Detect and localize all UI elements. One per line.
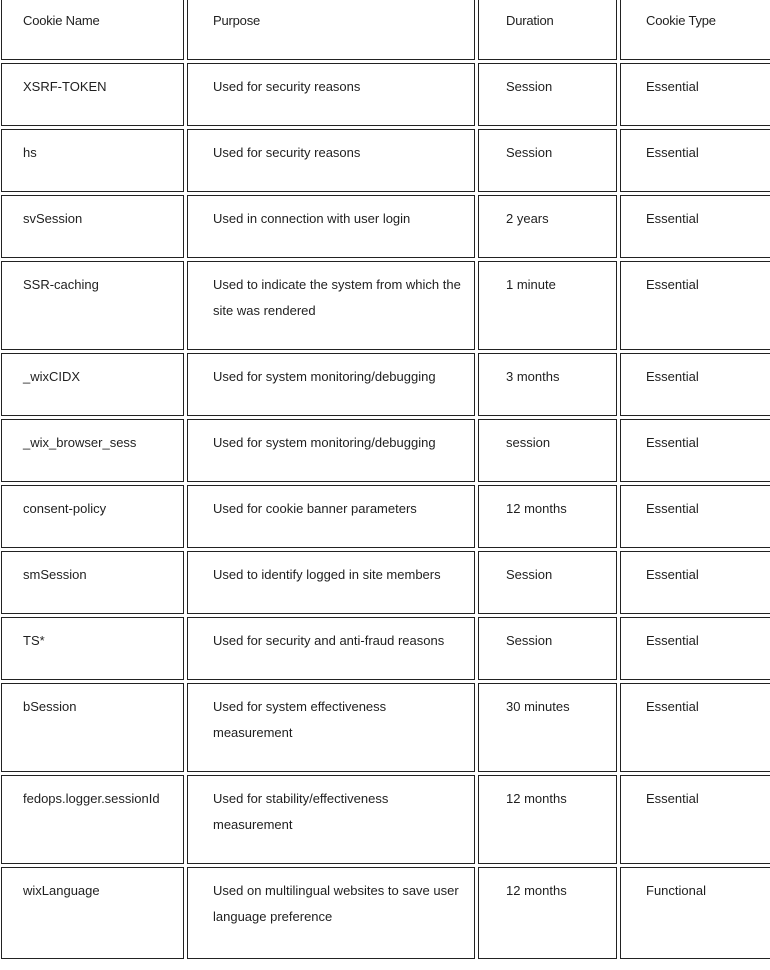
cookie-type-cell: Essential (620, 485, 770, 548)
cookie-name-cell: bSession (1, 683, 184, 772)
cookie-type-cell: Essential (620, 129, 770, 192)
header-purpose: Purpose (187, 0, 475, 60)
purpose-cell: Used to identify logged in site members (187, 551, 475, 614)
table-row (1, 551, 770, 614)
cookie-type-cell: Essential (620, 775, 770, 864)
table-row (1, 353, 770, 416)
cookie-name-cell: fedops.logger.sessionId (1, 775, 184, 864)
cookie-type-cell: Essential (620, 683, 770, 772)
duration-cell: Session (478, 63, 617, 126)
purpose-cell: Used for system monitoring/debugging (187, 353, 475, 416)
header-cookie-type: Cookie Type (620, 0, 770, 60)
purpose-cell: Used on multilingual websites to save user language preference (187, 867, 475, 959)
purpose-cell: Used for system effectiveness measurement (187, 683, 475, 772)
table-row (1, 775, 770, 864)
cookie-name-cell: _wix_browser_sess (1, 419, 184, 482)
purpose-cell: Used for stability/effectiveness measurement (187, 775, 475, 864)
header-duration: Duration (478, 0, 617, 60)
header-cookie-name: Cookie Name (1, 0, 184, 60)
table-row (1, 683, 770, 772)
purpose-cell: Used for cookie banner parameters (187, 485, 475, 548)
duration-cell: Session (478, 617, 617, 680)
duration-cell: session (478, 419, 617, 482)
table-row (1, 419, 770, 482)
cookie-name-cell: SSR-caching (1, 261, 184, 350)
cookie-type-cell: Functional (620, 867, 770, 959)
cookie-type-cell: Essential (620, 63, 770, 126)
duration-cell: 12 months (478, 485, 617, 548)
duration-cell: Session (478, 551, 617, 614)
purpose-cell: Used for security and anti-fraud reasons (187, 617, 475, 680)
cookie-type-cell: Essential (620, 617, 770, 680)
cookie-type-cell: Essential (620, 195, 770, 258)
purpose-cell: Used for security reasons (187, 129, 475, 192)
purpose-cell: Used in connection with user login (187, 195, 475, 258)
duration-cell: 12 months (478, 775, 617, 864)
cookie-name-cell: XSRF-TOKEN (1, 63, 184, 126)
cookie-type-cell: Essential (620, 261, 770, 350)
duration-cell: Session (478, 129, 617, 192)
duration-cell: 1 minute (478, 261, 617, 350)
table-row (1, 867, 770, 959)
cookie-name-cell: wixLanguage (1, 867, 184, 959)
duration-cell: 2 years (478, 195, 617, 258)
cookie-name-cell: svSession (1, 195, 184, 258)
table-header-row (1, 0, 770, 60)
cookie-name-cell: _wixCIDX (1, 353, 184, 416)
cookie-type-cell: Essential (620, 353, 770, 416)
cookie-name-cell: hs (1, 129, 184, 192)
cookie-type-cell: Essential (620, 551, 770, 614)
table-row (1, 617, 770, 680)
table-row (1, 195, 770, 258)
duration-cell: 12 months (478, 867, 617, 959)
purpose-cell: Used for system monitoring/debugging (187, 419, 475, 482)
purpose-cell: Used for security reasons (187, 63, 475, 126)
table-row (1, 485, 770, 548)
cookie-name-cell: consent-policy (1, 485, 184, 548)
cookie-name-cell: TS* (1, 617, 184, 680)
table-row (1, 261, 770, 350)
duration-cell: 30 minutes (478, 683, 617, 772)
purpose-cell: Used to indicate the system from which the site was rendered (187, 261, 475, 350)
table-row (1, 63, 770, 126)
cookie-name-cell: smSession (1, 551, 184, 614)
cookie-type-cell: Essential (620, 419, 770, 482)
duration-cell: 3 months (478, 353, 617, 416)
table-row (1, 129, 770, 192)
